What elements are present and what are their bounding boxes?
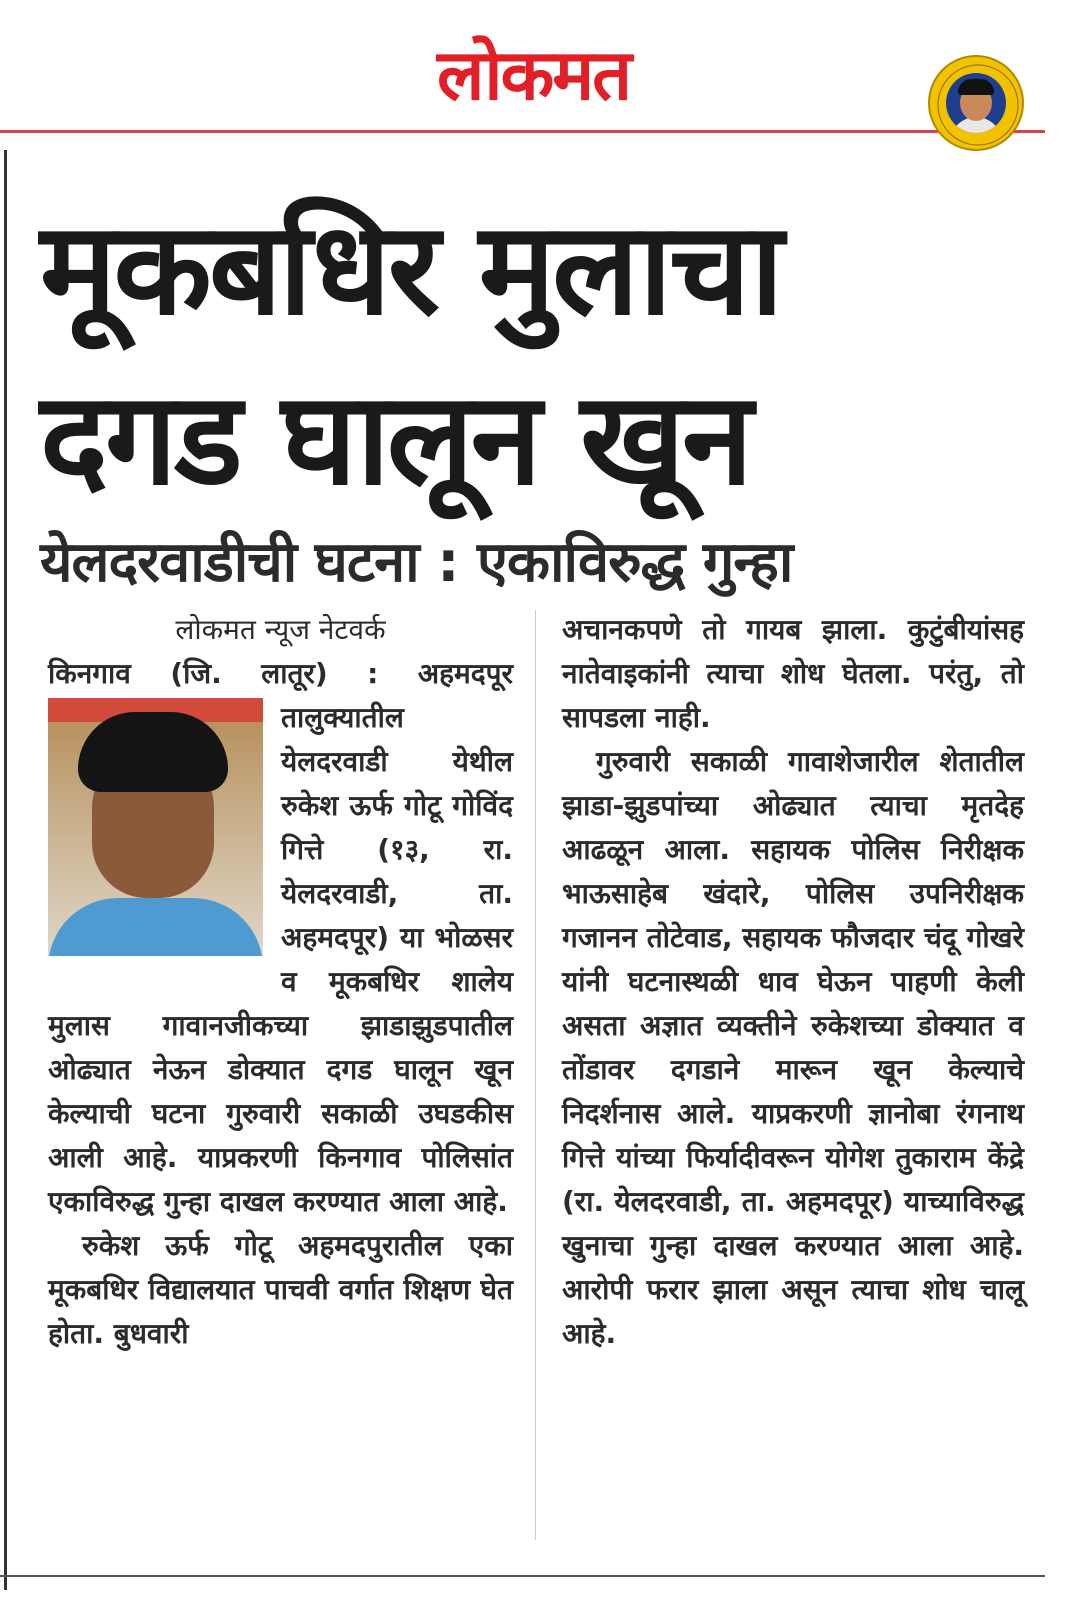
- masthead-logo: लोकमत: [436, 33, 631, 116]
- masthead-divider: [0, 130, 1045, 133]
- article-paragraph-2: रुकेश ऊर्फ गोटू अहमदपुरातील एका मूकबधिर विद्यालयात पाचवी वर्गात शिक्षण घेत होता. बुधवारी: [48, 1229, 513, 1350]
- article-column-left: [48, 608, 513, 1356]
- article-paragraph-4: गुरुवारी सकाळी गावाशेजारील शेतातील झाडा-झुडपांच्या ओढ्यात त्याचा मृतदेह आढळून आला. सहायक पोलिस निरीक्षक भाऊसाहेब खंदारे, पोलिस उपनिरीक्षक गजानन तोटेवाड, सहायक फौजदार चंदू गोखरे यांनी घटनास्थळी धाव घेऊन पाहणी केली असता अज्ञात व्यक्तीने रुकेशच्या डोक्यात व तोंडावर दगडाने मारून खून केल्याचे निदर्शनास आले. याप्रकरणी ज्ञानोबा रंगनाथ गित्ते यांच्या फिर्यादीवरून योगेश तुकाराम केंद्रे (रा. येलदरवाडी, ता. अहमदपूर) याच्याविरुद्ध खुनाचा गुन्हा दाखल करण्यात आला आहे. आरोपी फरार झाला असून त्याचा शोध चालू आहे.: [562, 745, 1024, 1350]
- article-paragraph-1: [48, 652, 513, 1224]
- headline: [40, 185, 1040, 525]
- headline-line-1: मूकबधिर मुलाचा: [40, 195, 781, 344]
- bottom-border-rule: [0, 1575, 1045, 1577]
- byline: लोकमत न्यूज नेटवर्क: [175, 613, 386, 646]
- dateline: किनगाव (जि. लातूर) :: [48, 657, 379, 690]
- seal-ring-icon: [930, 57, 1026, 153]
- left-border-rule: [4, 150, 7, 1590]
- watermark-seal: [928, 55, 1024, 151]
- subheadline: येलदरवाडीची घटना : एकाविरुद्ध गुन्हा: [40, 530, 793, 595]
- victim-photo: [48, 698, 263, 956]
- article-column-right: [562, 608, 1024, 1356]
- column-divider: [535, 610, 536, 1540]
- headline-line-2: दगड घालून खून: [40, 365, 751, 514]
- paragraph-1-text: अहमदपूर तालुक्यातील येलदरवाडी येथील रुकेश ऊर्फ गोटू गोविंद गित्ते (१३, रा. येलदरवाडी, ता. अहमदपूर) या भोळसर व मूकबधिर शालेय मुलास गावानजीकच्या झाडाझुडपातील ओढ्यात नेऊन डोक्यात दगड घालून खून केल्याची घटना गुरुवारी सकाळी उघडकीस आली आहे. याप्रकरणी किनगाव पोलिसांत एकाविरुद्ध गुन्हा दाखल करण्यात आला आहे.: [48, 657, 514, 1218]
- article-paragraph-3: अचानकपणे तो गायब झाला. कुटुंबीयांसह नातेवाइकांनी त्याचा शोध घेतला. परंतु, तो सापडला नाही.: [562, 613, 1024, 734]
